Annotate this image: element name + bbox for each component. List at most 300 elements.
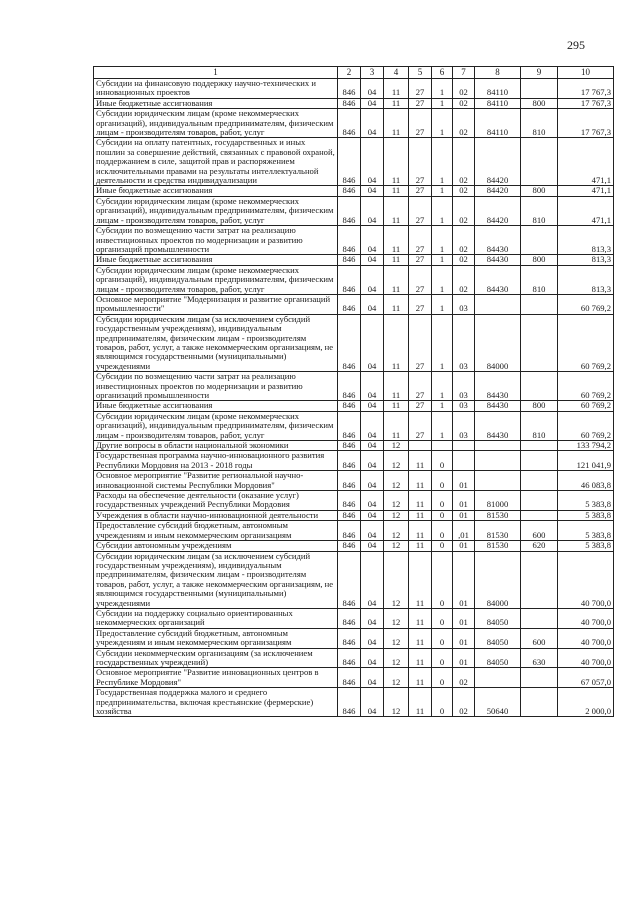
code-cell: 620 <box>521 541 558 551</box>
amount-cell: 5 383,8 <box>558 521 614 541</box>
code-cell: 04 <box>361 521 384 541</box>
code-cell: 810 <box>521 265 558 294</box>
code-cell <box>521 551 558 608</box>
code-cell: 846 <box>338 471 361 491</box>
code-cell: 11 <box>384 255 409 265</box>
code-cell: 1 <box>432 109 453 138</box>
code-cell: 02 <box>453 226 475 255</box>
code-cell <box>453 441 475 451</box>
code-cell: 11 <box>384 294 409 314</box>
column-header: 9 <box>521 67 558 79</box>
code-cell: 11 <box>384 138 409 186</box>
table-row <box>94 668 614 688</box>
code-cell: 84110 <box>475 79 521 99</box>
row-name-cell: Предоставление субсидий бюджетным, автономным учреждениям и иным некоммерческим организациям <box>94 521 338 541</box>
amount-cell: 60 769,2 <box>558 411 614 440</box>
code-cell <box>475 441 521 451</box>
amount-cell: 5 383,8 <box>558 491 614 511</box>
code-cell: 12 <box>384 551 409 608</box>
code-cell: 846 <box>338 628 361 648</box>
code-cell: 27 <box>409 109 432 138</box>
table-row <box>94 294 614 314</box>
code-cell: 04 <box>361 109 384 138</box>
code-cell: 11 <box>384 372 409 401</box>
code-cell: 1 <box>432 411 453 440</box>
amount-cell: 40 700,0 <box>558 628 614 648</box>
code-cell: 0 <box>432 608 453 628</box>
code-cell: 846 <box>338 411 361 440</box>
code-cell: 846 <box>338 314 361 371</box>
table-row <box>94 510 614 520</box>
code-cell: 04 <box>361 411 384 440</box>
code-cell: 12 <box>384 688 409 717</box>
column-header: 7 <box>453 67 475 79</box>
code-cell: 846 <box>338 255 361 265</box>
code-cell <box>475 294 521 314</box>
code-cell: 81530 <box>475 510 521 520</box>
code-cell: 04 <box>361 372 384 401</box>
code-cell <box>521 441 558 451</box>
code-cell: 846 <box>338 491 361 511</box>
code-cell <box>521 451 558 471</box>
amount-cell: 5 383,8 <box>558 510 614 520</box>
row-name-cell: Государственная программа научно-инновационного развития Республики Мордовия на 2013 - 2018 годы <box>94 451 338 471</box>
code-cell: 846 <box>338 608 361 628</box>
row-name-cell: Расходы на обеспечение деятельности (оказание услуг) государственных учреждений Республики Мордовия <box>94 491 338 511</box>
code-cell: 04 <box>361 79 384 99</box>
code-cell: 01 <box>453 541 475 551</box>
column-header: 6 <box>432 67 453 79</box>
code-cell: 0 <box>432 541 453 551</box>
code-cell: 04 <box>361 138 384 186</box>
code-cell <box>521 294 558 314</box>
amount-cell: 121 041,9 <box>558 451 614 471</box>
code-cell: 84420 <box>475 186 521 196</box>
code-cell: 81530 <box>475 521 521 541</box>
code-cell: 02 <box>453 79 475 99</box>
code-cell <box>453 451 475 471</box>
row-name-cell: Субсидии на поддержку социально ориентированных некоммерческих организаций <box>94 608 338 628</box>
code-cell: 04 <box>361 265 384 294</box>
code-cell <box>475 668 521 688</box>
code-cell: 1 <box>432 294 453 314</box>
code-cell: 84000 <box>475 314 521 371</box>
code-cell: 11 <box>384 186 409 196</box>
row-name-cell: Субсидии юридическим лицам (кроме некоммерческих организаций), индивидуальным предпринимателям, физическим лицам - производителям товаров, работ, услуг <box>94 265 338 294</box>
code-cell: 84430 <box>475 255 521 265</box>
code-cell: 0 <box>432 648 453 668</box>
code-cell: 11 <box>384 109 409 138</box>
amount-cell: 471,1 <box>558 138 614 186</box>
table-row <box>94 471 614 491</box>
code-cell: 84000 <box>475 551 521 608</box>
row-name-cell: Иные бюджетные ассигнования <box>94 255 338 265</box>
code-cell <box>521 79 558 99</box>
code-cell: 11 <box>409 491 432 511</box>
code-cell: 11 <box>384 79 409 99</box>
code-cell: 03 <box>453 372 475 401</box>
row-name-cell: Субсидии автономным учреждениям <box>94 541 338 551</box>
code-cell: 846 <box>338 138 361 186</box>
code-cell: 84420 <box>475 196 521 225</box>
code-cell <box>521 138 558 186</box>
code-cell: 01 <box>453 608 475 628</box>
code-cell: 02 <box>453 138 475 186</box>
code-cell: 12 <box>384 648 409 668</box>
code-cell: 11 <box>409 451 432 471</box>
code-cell: 04 <box>361 226 384 255</box>
code-cell: 630 <box>521 648 558 668</box>
amount-cell: 46 083,8 <box>558 471 614 491</box>
code-cell: 03 <box>453 411 475 440</box>
code-cell: 04 <box>361 510 384 520</box>
code-cell: 11 <box>409 668 432 688</box>
code-cell: 11 <box>409 688 432 717</box>
code-cell: 04 <box>361 451 384 471</box>
code-cell: 84050 <box>475 608 521 628</box>
code-cell: 1 <box>432 186 453 196</box>
table-row <box>94 491 614 511</box>
code-cell: 02 <box>453 109 475 138</box>
code-cell: 846 <box>338 510 361 520</box>
row-name-cell: Иные бюджетные ассигнования <box>94 98 338 108</box>
code-cell: 27 <box>409 98 432 108</box>
amount-cell: 813,3 <box>558 226 614 255</box>
column-header: 5 <box>409 67 432 79</box>
row-name-cell: Субсидии по возмещению части затрат на реализацию инвестиционных проектов по модернизации и развитию организаций промышленности <box>94 226 338 255</box>
code-cell: 846 <box>338 648 361 668</box>
code-cell <box>521 510 558 520</box>
code-cell: 84420 <box>475 138 521 186</box>
code-cell: 04 <box>361 628 384 648</box>
amount-cell: 133 794,2 <box>558 441 614 451</box>
code-cell: 11 <box>409 608 432 628</box>
code-cell: 12 <box>384 628 409 648</box>
table-row <box>94 314 614 371</box>
row-name-cell: Субсидии юридическим лицам (кроме некоммерческих организаций), индивидуальным предпринимателям, физическим лицам - производителям товаров, работ, услуг <box>94 109 338 138</box>
code-cell: 0 <box>432 451 453 471</box>
code-cell: 0 <box>432 551 453 608</box>
code-cell: 0 <box>432 628 453 648</box>
amount-cell: 60 769,2 <box>558 401 614 411</box>
code-cell <box>409 441 432 451</box>
code-cell: 04 <box>361 551 384 608</box>
code-cell <box>521 688 558 717</box>
code-cell: 27 <box>409 401 432 411</box>
amount-cell: 2 000,0 <box>558 688 614 717</box>
column-header: 3 <box>361 67 384 79</box>
code-cell: 11 <box>409 471 432 491</box>
table-row <box>94 551 614 608</box>
code-cell: 84050 <box>475 628 521 648</box>
code-cell <box>521 226 558 255</box>
table-row <box>94 138 614 186</box>
column-header: 8 <box>475 67 521 79</box>
code-cell: 27 <box>409 255 432 265</box>
code-cell <box>475 471 521 491</box>
row-name-cell: Учреждения в области научно-инновационной деятельности <box>94 510 338 520</box>
code-cell: 1 <box>432 226 453 255</box>
code-cell: 846 <box>338 688 361 717</box>
code-cell: 12 <box>384 491 409 511</box>
code-cell: 846 <box>338 541 361 551</box>
code-cell: 81530 <box>475 541 521 551</box>
table-row <box>94 411 614 440</box>
code-cell <box>521 668 558 688</box>
code-cell: 810 <box>521 196 558 225</box>
code-cell: 84110 <box>475 98 521 108</box>
code-cell: 1 <box>432 401 453 411</box>
code-cell: 11 <box>384 314 409 371</box>
row-name-cell: Государственная поддержка малого и среднего предпринимательства, включая крестьянские (фермерские) хозяйства <box>94 688 338 717</box>
code-cell: 50640 <box>475 688 521 717</box>
code-cell: 03 <box>453 294 475 314</box>
code-cell: 11 <box>409 551 432 608</box>
code-cell: 02 <box>453 668 475 688</box>
budget-table <box>93 66 614 717</box>
code-cell: 846 <box>338 186 361 196</box>
amount-cell: 60 769,2 <box>558 372 614 401</box>
code-cell: 12 <box>384 510 409 520</box>
code-cell: 12 <box>384 471 409 491</box>
table-row <box>94 186 614 196</box>
amount-cell: 5 383,8 <box>558 541 614 551</box>
code-cell: 04 <box>361 255 384 265</box>
code-cell: 846 <box>338 196 361 225</box>
code-cell <box>432 441 453 451</box>
code-cell: 810 <box>521 411 558 440</box>
page-number: 295 <box>567 38 585 52</box>
code-cell: 01 <box>453 648 475 668</box>
row-name-cell: Иные бюджетные ассигнования <box>94 401 338 411</box>
code-cell: 84430 <box>475 372 521 401</box>
code-cell: 04 <box>361 668 384 688</box>
code-cell: 11 <box>384 411 409 440</box>
code-cell: 846 <box>338 226 361 255</box>
code-cell: 1 <box>432 265 453 294</box>
row-name-cell: Основное мероприятие "Развитие инновационных центров в Республике Мордовия" <box>94 668 338 688</box>
code-cell: 04 <box>361 441 384 451</box>
code-cell: 846 <box>338 521 361 541</box>
code-cell: 12 <box>384 541 409 551</box>
code-cell: 27 <box>409 186 432 196</box>
code-cell: 81000 <box>475 491 521 511</box>
code-cell: 01 <box>453 491 475 511</box>
code-cell <box>521 491 558 511</box>
code-cell: 84110 <box>475 109 521 138</box>
code-cell: 846 <box>338 551 361 608</box>
column-header: 2 <box>338 67 361 79</box>
code-cell: 04 <box>361 491 384 511</box>
row-name-cell: Субсидии юридическим лицам (за исключением субсидий государственным учреждениям), индивидуальным предпринимателям, физическим лицам - производителям товаров, работ, услуг, а также некоммерческим организациям, не являющимся государственными (муниципальными) учреждениями <box>94 314 338 371</box>
code-cell: 03 <box>453 314 475 371</box>
code-cell: 27 <box>409 196 432 225</box>
amount-cell: 60 769,2 <box>558 294 614 314</box>
code-cell: 04 <box>361 401 384 411</box>
code-cell: 02 <box>453 98 475 108</box>
code-cell: 04 <box>361 98 384 108</box>
code-cell: 04 <box>361 608 384 628</box>
code-cell: 04 <box>361 471 384 491</box>
table-row <box>94 255 614 265</box>
code-cell: 12 <box>384 441 409 451</box>
code-cell: 12 <box>384 608 409 628</box>
amount-cell: 40 700,0 <box>558 608 614 628</box>
code-cell: 11 <box>409 648 432 668</box>
code-cell <box>475 451 521 471</box>
code-cell: 84430 <box>475 226 521 255</box>
code-cell: 800 <box>521 255 558 265</box>
code-cell: 0 <box>432 688 453 717</box>
column-header: 10 <box>558 67 614 79</box>
code-cell: 84430 <box>475 401 521 411</box>
code-cell: 1 <box>432 79 453 99</box>
code-cell: 04 <box>361 294 384 314</box>
row-name-cell: Субсидии по возмещению части затрат на реализацию инвестиционных проектов по модернизации и развитию организаций промышленности <box>94 372 338 401</box>
code-cell: 846 <box>338 668 361 688</box>
code-cell: 27 <box>409 138 432 186</box>
code-cell <box>521 471 558 491</box>
code-cell: 0 <box>432 471 453 491</box>
column-header: 1 <box>94 67 338 79</box>
table-row <box>94 451 614 471</box>
code-cell: 04 <box>361 186 384 196</box>
code-cell: 01 <box>453 510 475 520</box>
amount-cell: 17 767,3 <box>558 79 614 99</box>
row-name-cell: Субсидии юридическим лицам (за исключением субсидий государственным учреждениям), индивидуальным предпринимателям, физическим лицам - производителям товаров, работ, услуг, а также некоммерческим организациям, не являющимся государственными (муниципальными) учреждениями <box>94 551 338 608</box>
code-cell: 0 <box>432 510 453 520</box>
code-cell <box>521 314 558 371</box>
amount-cell: 40 700,0 <box>558 648 614 668</box>
code-cell: 800 <box>521 186 558 196</box>
table-row <box>94 541 614 551</box>
amount-cell: 40 700,0 <box>558 551 614 608</box>
table-row <box>94 628 614 648</box>
code-cell: 1 <box>432 196 453 225</box>
code-cell: 04 <box>361 196 384 225</box>
code-cell: 11 <box>384 265 409 294</box>
code-cell: 846 <box>338 372 361 401</box>
code-cell: 04 <box>361 314 384 371</box>
table-row <box>94 226 614 255</box>
code-cell: 846 <box>338 401 361 411</box>
code-cell: 11 <box>409 628 432 648</box>
code-cell: 1 <box>432 255 453 265</box>
code-cell: 04 <box>361 688 384 717</box>
amount-cell: 471,1 <box>558 196 614 225</box>
code-cell: 27 <box>409 314 432 371</box>
table-row <box>94 265 614 294</box>
code-cell: 600 <box>521 521 558 541</box>
table-row <box>94 688 614 717</box>
code-cell: 846 <box>338 441 361 451</box>
row-name-cell: Основное мероприятие "Развитие региональной научно-инновационной системы Республики Мордовия" <box>94 471 338 491</box>
code-cell: 1 <box>432 98 453 108</box>
code-cell: 02 <box>453 196 475 225</box>
table-row <box>94 98 614 108</box>
code-cell: 12 <box>384 451 409 471</box>
code-cell: 11 <box>384 98 409 108</box>
code-cell: 11 <box>384 196 409 225</box>
code-cell: 846 <box>338 294 361 314</box>
code-cell: 846 <box>338 451 361 471</box>
table-row <box>94 401 614 411</box>
code-cell: 846 <box>338 265 361 294</box>
amount-cell: 60 769,2 <box>558 314 614 371</box>
code-cell: 800 <box>521 401 558 411</box>
code-cell: 27 <box>409 294 432 314</box>
amount-cell: 813,3 <box>558 255 614 265</box>
code-cell: 84050 <box>475 648 521 668</box>
code-cell: 0 <box>432 668 453 688</box>
code-cell <box>521 608 558 628</box>
row-name-cell: Субсидии на финансовую поддержку научно-технических и инновационных проектов <box>94 79 338 99</box>
code-cell: 84430 <box>475 265 521 294</box>
amount-cell: 471,1 <box>558 186 614 196</box>
code-cell: 02 <box>453 265 475 294</box>
code-cell: 02 <box>453 186 475 196</box>
code-cell: ,01 <box>453 521 475 541</box>
row-name-cell: Предоставление субсидий бюджетным, автономным учреждениям и иным некоммерческим организациям <box>94 628 338 648</box>
code-cell: 11 <box>384 226 409 255</box>
code-cell: 12 <box>384 668 409 688</box>
code-cell: 846 <box>338 109 361 138</box>
amount-cell: 17 767,3 <box>558 109 614 138</box>
row-name-cell: Субсидии юридическим лицам (кроме некоммерческих организаций), индивидуальным предпринимателям, физическим лицам - производителям товаров, работ, услуг <box>94 411 338 440</box>
code-cell: 02 <box>453 255 475 265</box>
row-name-cell: Субсидии юридическим лицам (кроме некоммерческих организаций), индивидуальным предпринимателям, физическим лицам - производителям товаров, работ, услуг <box>94 196 338 225</box>
code-cell <box>521 372 558 401</box>
column-header: 4 <box>384 67 409 79</box>
row-name-cell: Другие вопросы в области национальной экономики <box>94 441 338 451</box>
code-cell: 0 <box>432 491 453 511</box>
table-row <box>94 441 614 451</box>
code-cell: 01 <box>453 551 475 608</box>
code-cell: 27 <box>409 265 432 294</box>
code-cell: 1 <box>432 372 453 401</box>
code-cell: 846 <box>338 79 361 99</box>
row-name-cell: Основное мероприятие "Модернизация и развитие организаций промышленности" <box>94 294 338 314</box>
code-cell: 27 <box>409 226 432 255</box>
table-row <box>94 196 614 225</box>
table-row <box>94 79 614 99</box>
code-cell: 27 <box>409 372 432 401</box>
table-row <box>94 648 614 668</box>
code-cell: 800 <box>521 98 558 108</box>
table-row <box>94 109 614 138</box>
row-name-cell: Иные бюджетные ассигнования <box>94 186 338 196</box>
code-cell: 1 <box>432 314 453 371</box>
code-cell: 1 <box>432 138 453 186</box>
code-cell: 27 <box>409 79 432 99</box>
code-cell: 03 <box>453 401 475 411</box>
code-cell: 84430 <box>475 411 521 440</box>
code-cell: 810 <box>521 109 558 138</box>
code-cell: 01 <box>453 628 475 648</box>
code-cell: 11 <box>409 541 432 551</box>
row-name-cell: Субсидии на оплату патентных, государственных и иных пошлин за совершение действий, связанных с правовой охраной, поддержанием в силе, защитой прав и распоряжением исключительными правами на результаты интеллектуальной деятельности и средства индивидуализации <box>94 138 338 186</box>
table-header-row <box>94 67 614 79</box>
amount-cell: 17 767,3 <box>558 98 614 108</box>
code-cell: 04 <box>361 648 384 668</box>
code-cell: 0 <box>432 521 453 541</box>
code-cell: 600 <box>521 628 558 648</box>
code-cell: 11 <box>409 510 432 520</box>
table-row <box>94 521 614 541</box>
code-cell: 01 <box>453 471 475 491</box>
row-name-cell: Субсидии некоммерческим организациям (за исключением государственных учреждений) <box>94 648 338 668</box>
code-cell: 04 <box>361 541 384 551</box>
